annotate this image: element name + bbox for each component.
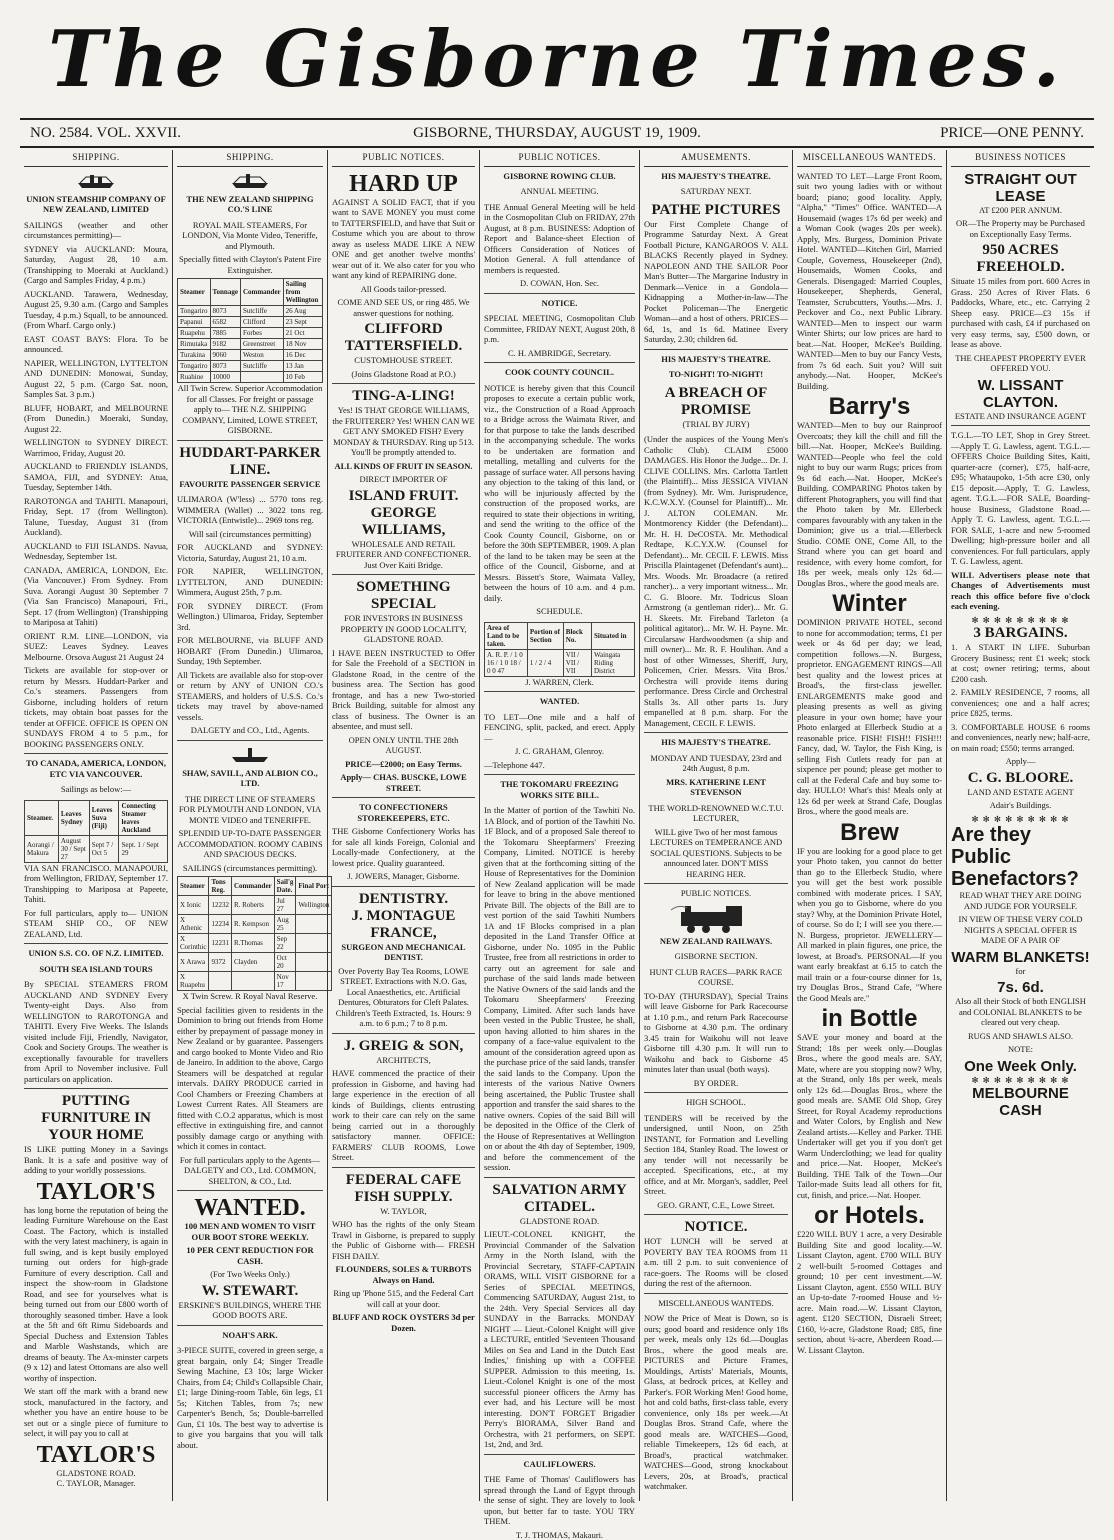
table-cell: 12234 — [209, 915, 232, 934]
table-row — [178, 915, 332, 934]
confectioners-body: THE Gisborne Confectionery Works has for sale all kinds Foreign, Colonial and Locally-made Confectionery, at the lowest price. Quality guaranteed. — [332, 826, 475, 868]
table-cell — [209, 972, 232, 991]
dentistry: DENTISTRY. — [332, 891, 475, 908]
huddart-title: HUDDART-PARKER LINE. — [177, 445, 323, 479]
breach: A BREACH OF PROMISE — [644, 385, 788, 419]
table-cell: Rimutaka — [178, 339, 211, 350]
table-cell: Sept 7 / Oct 5 — [89, 835, 119, 862]
fleet: ULIMAROA (W'less) ... 5770 tons reg. WIMMERA (Wallet) ... 3022 tons reg. VICTORIA (Entwistle)... 2969 tons reg. — [177, 494, 323, 526]
hunt-body: TO-DAY (THURSDAY), Special Trains will leave Gisborne for Park Racecourse at 1.10 p.m., and return Park Racecourse to Gisborne at 4.30 p.m. The ordinary 3.45 train for Waikohu will not leave Gisborne till 4.30 p.m. It will run to Waikohu and back to Gisborne 45 minutes later than usual (both ways). — [644, 991, 788, 1075]
table-cell: Weston — [240, 350, 283, 361]
shaw-title: SHAW, SAVILL, AND ALBION CO., LTD. — [177, 768, 323, 789]
orient: ORIENT R.M. LINE—LONDON, via SUEZ: Leaves Sydney. Leaves Melbourne. Orsova August 21 August 24 — [24, 631, 168, 663]
union-ss-title: UNION S.S. CO. OF N.Z. LIMITED. — [24, 948, 168, 959]
rugs: RUGS AND SHAWLS ALSO. — [951, 1031, 1090, 1042]
column-heading: PUBLIC NOTICES. — [332, 150, 475, 167]
table-cell: Clifford — [240, 317, 283, 328]
table-cell: 8073 — [210, 361, 240, 372]
table-cell: Sutcliffe — [240, 361, 283, 372]
table-cell: R. Roberts — [231, 896, 274, 915]
noahs-heading: NOAH'S ARK. — [177, 1330, 323, 1341]
federal-body: WHO has the rights of the only Steam Trawl in Gisborne, is prepared to supply the Public of Gisborne with— FRESH FISH DAILY. — [332, 1219, 475, 1261]
rowing-body: THE Annual General Meeting will be held in the Cosmopolitan Club on FRIDAY, 27th August, at 8 p.m. BUSINESS: Adoption of Report and Balance-sheet Election of Officers Consideration of Notices of Motion General. A full attendance of members is requested. — [484, 202, 635, 276]
flounders: FLOUNDERS, SOLES & TURBOTS Always on Hand. — [332, 1264, 475, 1285]
price: PRICE—£2000; on Easy Terms. — [332, 759, 475, 770]
steamship-icon — [76, 171, 116, 189]
table-cell: Oct 20 — [274, 953, 296, 972]
table-cell: Waingata Riding District — [592, 649, 635, 676]
or-hotels: or Hotels. — [797, 1203, 942, 1229]
thomas: T. J. THOMAS, Makauri. — [484, 1530, 635, 1540]
union-note: SAILINGS (weather and other circumstances permitting)— — [24, 220, 168, 241]
full-particulars: For full particulars, apply to— UNION STEAM SHIP CO., OF NEW ZEALAND, Ltd. — [24, 908, 168, 940]
column-amusements — [639, 150, 792, 1501]
warm-blankets: WARM BLANKETS! — [951, 949, 1090, 966]
table-cell: Greenstreet — [240, 339, 283, 350]
table-row — [178, 361, 323, 372]
dalgety: DALGETY and CO., Ltd., Agents. — [177, 725, 323, 736]
something-body: I HAVE BEEN INSTRUCTED to Offer for Sale the Freehold of a SECTION in Gladstone Road, in the centre of the business area. The Section has good frontage, and has a new Two-storied Brick Building, suitable for almost any class of business. The Owner is an absentee, and must sell. — [332, 648, 475, 732]
breach-sub: (TRIAL BY JURY) — [644, 419, 788, 430]
price: PRICE—ONE PENNY. — [940, 120, 1084, 146]
table-cell: X Ionic — [178, 896, 209, 915]
notice-heading: NOTICE. — [644, 1219, 788, 1236]
table-cell: X Athenic — [178, 915, 209, 934]
cheapest: THE CHEAPEST PROPERTY EVER OFFERED YOU. — [951, 353, 1090, 374]
column-heading: PUBLIC NOTICES. — [484, 150, 635, 167]
column-heading: SHIPPING. — [177, 150, 323, 167]
canada: CANADA, AMERICA, LONDON, Etc. (Via Vancouver.) From Sydney. From Suva. Aorangi August 30 September 7 (Via San Francisco) Manapouri, Fri., Sept. 17 (from Wellington) (Transhipping to Mariposa at Tahiti) — [24, 565, 168, 628]
column-shipping-2 — [172, 150, 327, 1501]
column-heading: AMUSEMENTS. — [644, 150, 788, 167]
at-200: AT £200 PER ANNUM. — [951, 205, 1090, 216]
blanket-price: 7s. 6d. — [951, 979, 1090, 996]
table-cell: 12231 — [209, 934, 232, 953]
napier: NAPIER, WELLINGTON, LYTTELTON AND DUNEDIN: Monowai, Sunday, August 22, 5 p.m. (Cargo Sat. noon, Samples Sat. 3 p.m.) — [24, 358, 168, 400]
tokomaru-title: THE TOKOMARU FREEZING WORKS SITE BILL. — [484, 779, 635, 800]
misc-body: NOW the Price of Meat is Down, so is ours; good board and residence only 18s per week, meals only 12s 6d.—Douglas Bros., where the good meals are. PICTURES and Picture Frames, Mouldings, Artists' Materials, Mounts, Glass, at bedrock prices, at Kelley and Parker's. FOR Working Men! Good home, hot and cold baths, first-class table, every convenience, only 18s per week.—At Douglas Bros. Strand Cafe, where the good meals are. WATCHES—Good, reliable Timekeepers, 12s 6d each, at Broad's, practical watchmaker. WATCHES—Good, strong knockabout Levers, 20s, at Broad's, practical watchmaker. — [644, 1313, 788, 1492]
bluff-oysters: BLUFF AND ROCK OYSTERS 3d per Dozen. — [332, 1312, 475, 1333]
in-bottle: in Bottle — [797, 1006, 942, 1032]
come-see: COME AND SEE US, or ring 485. We answer questions for nothing. — [332, 297, 475, 318]
wanted-body: TO LET—One mile and a half of FENCING, split, packed, and erect. Apply— — [484, 712, 635, 744]
misc-heading: MISCELLANEOUS WANTEDS. — [644, 1298, 788, 1309]
bloore-sub: LAND AND ESTATE AGENT — [951, 787, 1090, 798]
ten-percent: 10 PER CENT REDUCTION FOR CASH. — [177, 1245, 323, 1266]
rarotonga: RAROTONGA and TAHITI. Manapouri, Friday, Sept. 17 (from Wellington). Talune, Tuesday, August 31 (from Auckland). — [24, 496, 168, 538]
apply: Apply— — [951, 756, 1090, 767]
table-row — [178, 372, 323, 383]
george-sub: WHOLESALE AND RETAIL FRUITERER AND CONFECTIONER. Just Over Kaiti Bridge. — [332, 539, 475, 571]
taylors-body-2: We start off the mark with a brand new stock, manufactured in the factory, and whether you have an entire house to be set out or a single piece of furniture to select, it will pay you to call at — [24, 1386, 168, 1439]
column-heading: MISCELLANEOUS WANTEDS. — [797, 150, 942, 167]
table-cell: Turakina — [178, 350, 211, 361]
table-row — [178, 934, 332, 953]
ads-block-6: £220 WILL BUY 1 acre, a very Desirable Building Site and good locality.—W. Lissant Clayton, agent. £700 WILL BUY 2 well-built 5-roomed Cottages and ground; 10 per cent investment.—W. Lissant Clayton, agent. £550 WILL BUY an Up-to-date 7-roomed House and ½-acre. Main road.—W. Lissant Clayton, agent. £120 SECTION, Disraeli Street; £160, ½-acre, Gladstone Road; £85, fine section, about ¼-acre, Aberdeen Road.—W. Lissant Clayton. — [797, 1229, 942, 1355]
all-goods: All Goods tailor-pressed. — [332, 284, 475, 295]
twin-note: X Twin Screw. R Royal Naval Reserve. — [177, 991, 323, 1002]
cowan: D. COWAN, Hon. Sec. — [484, 278, 635, 289]
steamship-icon — [230, 171, 270, 189]
lissant-sub: ESTATE AND INSURANCE AGENT — [951, 411, 1090, 422]
acres: 950 ACRES FREEHOLD. — [951, 242, 1090, 276]
lissant: W. LISSANT CLAYTON. — [951, 377, 1090, 411]
greig-body: HAVE commenced the practice of their profession in Gisborne, and having had large experience in the erection of all kinds of Buildings, clients entrusting work to their care can rely on the same being carried out in a thoroughly satisfactory manner. OFFICE: FARMERS' CLUB ROOMS, Lowe Street. — [332, 1068, 475, 1163]
table-row — [178, 953, 332, 972]
table-cell: 16 Dec — [283, 350, 322, 361]
ring-up: Ring up 'Phone 515, and the Federal Cart will call at your door. — [332, 1288, 475, 1309]
hard-up-body: AGAINST A SOLID FACT, that if you want to SAVE MONEY you must come to TATTERSFIELD, and have that Suit or Costume which you are about to throw away as useless MADE LIKE A NEW ONE and get another twelve months' wear out of it. We also cater for you who want any kind of REPAIRING done. — [332, 197, 475, 281]
bargain-2: 2. FAMILY RESIDENCE, 7 rooms, all conveniences; one and a half acres; price £825, terms. — [951, 687, 1090, 719]
putting-heading: PUTTING FURNITURE IN YOUR HOME — [24, 1093, 168, 1144]
tokomaru-body: In the Matter of portion of the Tawhiti No. 1A Block, and of portion of the Tawhiti No. 1F Block, and of a proposed Sale thereof to the Tokomaru Sheepfarmers' Freezing Company, Limited. NOTICE is hereby given that at the forthcoming sitting of the House of Representatives for the Dominion of New Zealand application will be made for leave to bring in the above mentioned Private Bill. The objects of the Bill are to vest portion of the said Tawhiti Numbers 1A and 1F Blocks comprised in a plan deposited in the Land Transfer Office at Gisborne, under No. 1095 in the Public Trustee, free from all restrictions in order to carry out an agreement for sale and purchase of the said lands made between the Native Owners of the said lands and the Tokomaru Sheepfarmers' Freezing Company, Limited. After such lands have been vested in the Public Trustee, he shall, upon having allotted to him shares in the company of a face-value equivalent to the amount of the consideration agreed upon as the purchase price of the said lands, transfer the said lands to the Company. Upon the interests of the various Native Owners being ascertained, the Public Trustee shall apportion and transfer the said shares to the native owners. Copies of the said Bill will be deposited in the Office of the Clerk of the House of Representatives at Wellington on or about the 4th day of September, 1909, and before the commencement of the session. — [484, 805, 635, 1173]
tonight: TO-NIGHT! TO-NIGHT! — [644, 369, 788, 380]
cauli-body: THE Fame of Thomas' Cauliflowers has spread through the Land of Egypt through the sense of sight. They are lovely to look upon, but better far to taste. YOU TRY THEM. — [484, 1474, 635, 1527]
table-cell: X Ruapehu — [178, 972, 209, 991]
table-cell: VII / VII / VII — [563, 649, 591, 676]
shaw-sailings: SAILINGS (circumstances permitting). — [177, 863, 323, 874]
grant: GEO. GRANT, C.E., Lowe Street. — [644, 1200, 788, 1211]
france-sub: SURGEON AND MECHANICAL DENTIST. — [332, 942, 475, 963]
tickets: Tickets are available for stop-over or return by Messrs. Huddart-Parker and Co.'s steamers. Passengers from Gisborne, including holders of return tickets, may obtain boat passes for the tender at OFFICE. OFFICE IS OPEN ON SUNDAYS FROM 4 to 5 p.m., for BOOKING PASSENGERS ONLY. — [24, 665, 168, 749]
rowing-title: GISBORNE ROWING CLUB. — [484, 171, 635, 182]
table-header: Leaves Suva (Fiji) — [89, 800, 119, 835]
table-row — [178, 328, 323, 339]
will-adv: WILL Advertisers please note that Changes of Advertisements must reach this office before five o'clock each evening. — [951, 570, 1090, 612]
barrys: Barry's — [797, 394, 942, 420]
direct: DIRECT IMPORTER OF — [332, 474, 475, 485]
also: Also all their Stock of both ENGLISH and COLONIAL BLANKETS to be cleared out very cheap. — [951, 996, 1090, 1028]
table-header: Steamer — [178, 279, 211, 306]
table-cell: Sep 22 — [274, 934, 296, 953]
favourite: FAVOURITE PASSENGER SERVICE — [177, 479, 323, 490]
table-row — [178, 339, 323, 350]
table-header: Situated in — [592, 622, 635, 649]
wellington-sydney: WELLINGTON to SYDNEY DIRECT. Warrimoo, Friday, August 20. — [24, 437, 168, 458]
column-shipping-1 — [20, 150, 172, 1501]
stewart: W. STEWART. — [177, 1283, 323, 1300]
salvation-title: SALVATION ARMY CITADEL. — [484, 1182, 635, 1216]
for: for — [951, 966, 1090, 977]
canada-table — [24, 800, 168, 863]
fiji: AUCKLAND to FIJI ISLANDS. Navua, Wednesday, September 1st. — [24, 541, 168, 562]
notice-body: SPECIAL MEETING, Cosmopolitan Club Committee, FRIDAY NEXT, August 20th, 8 p.m. — [484, 313, 635, 345]
taylors-heading: TAYLOR'S — [24, 1179, 168, 1205]
table-cell: Aug 25 — [274, 915, 296, 934]
table-cell: 13 Jan — [283, 361, 322, 372]
table-cell: 9060 — [210, 350, 240, 361]
column-heading: BUSINESS NOTICES — [951, 150, 1090, 167]
open-only: OPEN ONLY UNTIL THE 28th AUGUST. — [332, 735, 475, 756]
straight-lease: STRAIGHT OUT LEASE — [951, 171, 1090, 205]
telephone: —Telephone 447. — [484, 760, 635, 771]
stevenson-body: WILL give Two of her most famous LECTURES on TEMPERANCE AND SOCIAL QUESTIONS. Subjects to be announced later. DON'T MISS HEARING HER. — [644, 827, 788, 880]
federal: FEDERAL CAFE FISH SUPPLY. — [332, 1172, 475, 1206]
ambridge: C. H. AMBRIDGE, Secretary. — [484, 348, 635, 359]
east-coast: EAST COAST BAYS: Flora. To be announced. — [24, 334, 168, 355]
table-cell: Wellington — [296, 896, 332, 915]
column-misc-wanteds — [792, 150, 946, 1501]
by-order: BY ORDER. — [644, 1078, 788, 1089]
something-sub: FOR INVESTORS IN BUSINESS PROPERTY IN GOOD LOCALITY, GLADSTONE ROAD. — [332, 613, 475, 645]
bluff: BLUFF, HOBART, and MELBOURNE (From Dunedin.) Moeraki, Sunday, August 22. — [24, 403, 168, 435]
pathe-body: Our First Complete Change of Programme Saturday Next. A Great Football Picture, KANGAROOS V. ALL BLACKS Recently played in Sydney. NAPOLEON AND THE SAILOR Poor Man's Butter—The Margarine Industry in Denmark—Venice in a Gondola—Kidnapping a Mother-in-law—The Pocket Policeman—The Energetic Woman—and a host of others. PRICES—6d, 1s, and 1s 6d. Matinee Every Saturday, 2.30; children 6d. — [644, 219, 788, 345]
column-heading: SHIPPING. — [24, 150, 168, 167]
table-cell: Sutcliffe — [240, 306, 283, 317]
table-row — [178, 317, 323, 328]
table-row — [178, 972, 332, 991]
table-cell: 10000 — [210, 372, 240, 383]
auck-syd: FOR AUCKLAND and SYDNEY: Victoria, Saturday, August 21, 10 a.m. — [177, 542, 323, 563]
table-cell: 7885 — [210, 328, 240, 339]
adairs: Adair's Buildings. — [951, 800, 1090, 811]
south-sea-title: SOUTH SEA ISLAND TOURS — [24, 964, 168, 975]
napier-etc: FOR NAPIER, WELLINGTON, LYTTELTON, AND DUNEDIN: Wimmera, August 25th, 7 p.m. — [177, 566, 323, 598]
or-purchase: OR—The Property may be Purchased on Exceptionally Easy Terms. — [951, 218, 1090, 239]
taylors-body: has long borne the reputation of being the leading Furniture Warehouse on the East Coast. The Factory, which is installed with the very latest machinery, is again in full swing, and is kept busily employed turning out orders for high-grade Furniture of every description. Call and inspect the show-room in Gladstone Road, and see for yourselves what is being turned out from our £800 worth of thoroughly seasoned timber. Have a look at the 5ft and 6ft Rimu Sideboards and Special Duchess and Extension Tables and Marble Washstands, which are dreams of beauty. The Ax-minster carpets (9 x 12) and latest Ottomans are also well worthy of inspection. — [24, 1205, 168, 1384]
high-school: HIGH SCHOOL. — [644, 1097, 788, 1108]
table-cell: Papanui — [178, 317, 211, 328]
all-tickets: All Tickets are available also for stop-over or return by ANY of UNION CO.'s STEAMERS, and holders of U.S.S. Co.'s tickets may travel by above-named vessels. — [177, 670, 323, 723]
ads-block-5: SAVE your money and board at the Strand; 18s per week only.—Douglas Bros., where the good meals are. SAY, Mate, where are you stopping now? Why, at the Strand, only 18s per week, meals only 12s 6d.—Douglas Bros., where the good meals are. SAME Old Shop, Grey Street, for Royal Academy reproductions and Water Colors, by English and New Zealand artists.—Kelley and Parker. THE Undertaker will get you if you don't get Warm Underclothing; we lead for quality and price.—Nat. Hooper, McKee's Building. THE Talk of the Town—Our Tailor-made Suits lead all others for fit, cut, finish, and price.—Nat. Hooper. — [797, 1032, 942, 1200]
bargains: 3 BARGAINS. — [951, 625, 1090, 642]
nzsc-sub: ROYAL MAIL STEAMERS, For LONDON, Via Monte Video, Teneriffe, and Plymouth. — [177, 220, 323, 252]
table-header: Portion of Section — [527, 622, 563, 649]
table-cell: 26 Aug — [283, 306, 322, 317]
cauliflowers-title: CAULIFLOWERS. — [484, 1459, 635, 1470]
table-cell: Tongariro — [178, 306, 211, 317]
note: NOTE: — [951, 1044, 1090, 1055]
table-cell — [231, 972, 274, 991]
salvation-body: LIEUT.-COLONEL KNIGHT, the Provincial Commander of the Salvation Army in the North Island, with the Provincial Secretary, STAFF-CAPTAIN ORAMS, WILL VISIT GISBORNE for a Series of SPECIAL MEETINGS, Commencing SATURDAY, August 21st, to the 24th. Very Special Services all day SUNDAY in the Barracks. MONDAY NIGHT — Lieut.-Colonel Knight will give a LECTURE, entitled 'Seventeen Thousand Miles on Sea and Land in the Dutch East Indies,' finishing up with a COFFEE SUPPER. Admission to this meeting, 1s. Lieut.-Colonel Knight is one of the most successful pioneer officers the Army has ever had, and his Lecture will be most interesting. DON'T FORGET Brigadier Perry's BIORAMA, Silver Band and Orchestra, with 21 performers, on SEPT. 1st, 2nd, and 3rd. — [484, 1229, 635, 1450]
noahs-body: 3-PIECE SUITE, covered in green serge, a great bargain, only £4; Singer Treadle Sewing Machine, £3 10s; large Wicker Chairs, from £4; Child's Collapsible Chair, £1; large Dining-room Table, 6in legs, £1 5s; Kitchen Tables, from 7s; new Carpenter's Bench, 5s; Double-barrelled Gun, £1 10s. The best way to advertise is to give you bargains that you will talk about. — [177, 1345, 323, 1450]
jowers: J. JOWERS, Manager, Gisborne. — [332, 871, 475, 882]
shaw-body: Special facilities given to residents in the Dominion to bring out friends from Home either by prepayment of passage money in New Zealand or by guarantee. Passengers and cargo booked to Monte Video and Rio de Janeiro. In addition to the above, Cargo Steamers will be despatched at regular intervals. DAIRY PRODUCE carried in Cool Chambers or Freezing Chambers at Lowest Current Rates. All Steamers are fitted with C.O.2 apparatus, which is most effective in extinguishing fire, and cannot possibly damage cargo or anything with which it comes in contact. — [177, 1005, 323, 1152]
annual: ANNUAL MEETING. — [484, 186, 635, 197]
auckland: AUCKLAND. Tarawera, Wednesday, August 25, 9.30 a.m. (Cargo and Samples Tuesday, 4 p.m.) Squall, to be announced. (From Wharf. Cargo only.) — [24, 289, 168, 331]
bloore: C. G. BLOORE. — [951, 770, 1090, 787]
column-public-notices-2 — [479, 150, 639, 1501]
table-cell: X Corinthic — [178, 934, 209, 953]
ting-body: Yes! IS THAT GEORGE WILLIAMS, the FRUITERER? Yes! WHEN CAN WE GET ANY SMOKED FISH? Every MONDAY & THURSDAY. Ring up 513. You'll be promptly attended to. — [332, 405, 475, 458]
table-row — [25, 835, 168, 862]
table-cell: Jul 27 — [274, 896, 296, 915]
cook-body: NOTICE is hereby given that this Council proposes to execute a certain public work, viz., the Construction of a Road Approach to a Bridge across the Waimata River, and for that purpose to take the lands described in the accompanying schedule. The works to be undertaken are formation and metalling, metalling and culverts for the passage of surface water. All persons having any objection to the taking of this land, or who will be injuriously affected by the construction of the proposed works, are required to state their objections in writing, and send the writing to the office of the Cook County Council, Gisborne, on or before the 30th SEPTEMBER, 1909. A plan of the land to be taken may be seen at the office of the Council, Gisborne, and at Messrs. Bissett's Store, Waimata Valley, between the hours of 10 a.m. and 4 p.m. daily. — [484, 383, 635, 604]
nzsc-table — [177, 278, 323, 383]
table-header: Sail'g Date. — [274, 877, 296, 896]
table-row — [178, 306, 323, 317]
tgl-ads: T.G.L.—TO LET, Shop in Grey Street.—Apply T. G. Lawless, agent. T.G.L.—OFFERS Choice Building Sites, Kaiti, quarter-acre (corner), £75, half-acre, £95; Whataupoko, 1-5th acre £30, only £15 deposit.—Apply, T. G. Lawless, agent. T.G.L.—FOR SALE, Boarding-house Business, Gladstone Road.—Apply T. G. Lawless, agent. T.G.L.—FOR SALE, 1-acre and new 5-roomed Dwelling; high-pressure boiler and all conveniences. For full particulars, apply T. G. Lawless, agent. — [951, 430, 1090, 567]
bargain-3: 3. COMFORTABLE HOUSE 6 rooms and conveniences, nearly new; half-acre, on main road; £550; terms arranged. — [951, 722, 1090, 754]
sydney-direct: FOR SYDNEY DIRECT. (From Wellington.) Ulimaroa, Friday, September 3rd. — [177, 601, 323, 633]
taylors-manager: C. TAYLOR, Manager. — [24, 1478, 168, 1489]
hunt: HUNT CLUB RACES—PARK RACE COURSE. — [644, 967, 788, 988]
shaw-table — [177, 876, 332, 991]
table-header: Sailing from Wellington — [283, 279, 322, 306]
table-cell: 1 / 2 / 4 — [527, 649, 563, 676]
erskine: ERSKINE'S BUILDINGS, WHERE THE GOOD BOOTS ARE. — [177, 1300, 323, 1321]
table-header: Commander — [231, 877, 274, 896]
ads-block-4: IF you are looking for a good place to get your Photo taken, you cannot do better than go to the Ellerbeck Studio, where you will get the best work possible combined with moderate prices. I SAY, when you go to Gisborne, where do you stay? Why, at the Dominion Private Hotel, of course. So do I; I will see you there.—N. Burgess, proprietor. JEWELLERY—All marked in plain figures, one price, the lowest, at Broad's. PERSONAL—If you want early breakfast at 6.15 to catch the mail train or a four-course dinner for 1s, try Douglas Bros., Strand Cafe, "Where the Good Meals are." — [797, 846, 942, 1004]
wanted-body: 100 MEN AND WOMEN TO VISIT OUR BOOT STORE WEEKLY. — [177, 1221, 323, 1242]
railways: NEW ZEALAND RAILWAYS. — [644, 936, 788, 947]
table-cell: August 30 / Sept 27 — [58, 835, 89, 862]
apply-chas: Apply— CHAS. BUSCKE, LOWE STREET. — [332, 772, 475, 793]
table-cell: Sept. 1 / Sept 29 — [119, 835, 168, 862]
hard-up: HARD UP — [332, 171, 475, 197]
ting: TING-A-LING! — [332, 388, 475, 405]
table-cell: 10 Feb — [283, 372, 322, 383]
taylors-footer: TAYLOR'S — [24, 1442, 168, 1468]
are-they: Are they Public Benefactors? — [951, 824, 1090, 890]
steamship-icon — [230, 745, 270, 763]
shaw-splendid: SPLENDID UP-TO-DATE PASSENGER ACCOMMODATION. ROOMY CABINS AND SPACIOUS DECKS. — [177, 828, 323, 860]
ads-block-2: WANTED—Men to buy our Rainproof Overcoats; they kill the chill and fill the bill.—Nat. Hooper, McKee's Building. WANTED—People who feel the cold night to buy our warm Rugs; prices from 9s 6d each.—Nat. Hooper, McKee's Building. COMPARING Photos taken by different Photographers, you will find that the Photo taken by Mr. Ellerbeck compares favourably with any taken in the Dominion; give us a trial.—Ellerbeck Studio. COME ONE, Come All, to the Strand where you can get board and residence, with every home comfort, for 18s per week, meals only 12s 6d.—Douglas Bros., where the good meals are. — [797, 420, 942, 588]
column-public-notices-1 — [327, 150, 479, 1501]
table-cell: 18 Nov — [283, 339, 322, 350]
to-canada-title: TO CANADA, AMERICA, LONDON, ETC VIA VANCOUVER. — [24, 758, 168, 779]
breach-body: (Under the auspices of the Young Men's Catholic Club). CLAIM £5000 DAMAGES. His Honor the Judge... Dr. J. CLIVE COLLINS. Mrs. Carlotta Tartlett (the Plaintiff)... Miss JESSICA VIVIAN (from Sydney). Mr. Wm. Jurisprudence, K.C.W.X.Y. (Counsel for Plaintiff)... Mr. J. ALTON COLEMAN. Mr. Montmorency Kidder (the Defendant)... Mr. H. H. DeCOSTA. Mr. Methodical Redtape, K.C.Y.X.W. (Counsel for Defendant)... Mr. CECIL F. LEWIS. Miss Priscilla Plaintagenet (Defendant's aunt)... Mrs. Woods. Mr. Broadacre (a retired rancher)... a very important witness... Mr. C. G. Bloore. Mr. Todricus Sloan Armstrong (a gentleman rider)... Mr. G. H. Skeets. Mr. Fireband Tarleton (a political agitator)... Mr. W. H. Payne. Mr. Circularsaw Hardwoodsmen (a ship and mill owner)... Mr. R. F. Houlihan. And a host of other Witnesses, Sheriff, Jury, Policemen, Crier. Messrs. Vita Bros.' Orchestra will provide items during performance. Dress Circle and Orchestral Stalls 3s. All other parts 1s. Jury empanelled at 8 p.m. sharp. For the Management, CECIL F. LEWIS. — [644, 434, 788, 728]
will-sail: Will sail (circumstances permitting) — [177, 529, 323, 540]
table-cell: 21 Oct — [283, 328, 322, 339]
melbourne: FOR MELBOURNE, via BLUFF AND HOBART (From Dunedin.) Ulimaroa, Sunday, 19th September. — [177, 635, 323, 667]
table-cell: X Arawa — [178, 953, 209, 972]
nzsc-fitted: Specially fitted with Clayton's Patent Fire Extinguisher. — [177, 254, 323, 275]
stevenson-sub: THE WORLD-RENOWNED W.C.T.U. LECTURER, — [644, 803, 788, 824]
dateline — [20, 118, 1094, 148]
bargain-1: 1. A START IN LIFE. Suburban Grocery Business; rent £1 week; stock at cost; owner retiring; terms, about £200 cash. — [951, 642, 1090, 684]
putting-body: IS LIKE putting Money in a Savings Bank. It is a safe and positive way of adding to your worldly possessions. — [24, 1144, 168, 1176]
joins: (Joins Gladstone Road at P.O.) — [332, 369, 475, 380]
wanted-title: WANTED. — [484, 696, 635, 707]
brew: Brew — [797, 820, 942, 846]
taylors-address: GLADSTONE ROAD. — [24, 1468, 168, 1479]
table-cell: Tongariro — [178, 361, 211, 372]
place-date: GISBORNE, THURSDAY, AUGUST 19, 1909. — [20, 120, 1094, 146]
ads-block-3: DOMINION PRIVATE HOTEL, second to none for accommodation; terms, £1 per week or 4s 6d per day; we lead, competition follows.—N. Burgess, proprietor. ENGAGEMENT RINGS—All best quality and the lowest prices at Broad's, the first-class jeweller. ENLARGEMENTS make good and pleasing presents as well as giving pleasure in your own home; have your Photo enlarged at Ellerbeck Studio at a reasonable price. FISH! FISH!! FISH!!! Fancy, dad, W. Taylor, the Fish King, is selling Fish Cutlets ready for pan at sixpence per pound; please get mother to call at the Federal Cafe and buy some to-day. HULLO! What's this! Meals only at 12s 6d per week at Strand Cafe, Douglas Bros., where the good meals are. — [797, 617, 942, 817]
confectioners: TO CONFECTIONERS STOREKEEPERS, ETC. — [332, 802, 475, 823]
table-header: Tonnage — [210, 279, 240, 306]
notice-body: HOT LUNCH will be served at POVERTY BAY TEA ROOMS from 11 a.m. till 2 p.m. to suit convenience of race-goers. The Rooms will be closed during the rest of the afternoon. — [644, 1236, 788, 1289]
gladstone: GLADSTONE ROAD. — [484, 1216, 635, 1227]
customhouse: CUSTOMHOUSE STREET. — [332, 355, 475, 366]
table-header: Steamer. — [25, 800, 59, 835]
george: GEORGE WILLIAMS, — [332, 505, 475, 539]
table-cell: 6582 — [210, 317, 240, 328]
high-body: TENDERS will be received by the undersigned, until Noon, on 25th INSTANT, for Formation and Levelling Section 184, Stanley Road. The lowest or any tender will not necessarily be accepted. Specifications, etc., at my office, and at Mr. Morgan's, saddler, Peel Street. — [644, 1113, 788, 1197]
winter: Winter — [797, 591, 942, 617]
two-weeks: (For Two Weeks Only.) — [177, 1269, 323, 1280]
shaw-agents: For full particulars apply to the Agents— DALGETY and CO., Ltd. COMMON, SHELTON, & CO., Ltd. — [177, 1155, 323, 1187]
table-cell: Aorangi / Makura — [25, 835, 59, 862]
table-cell: Nov 17 — [274, 972, 296, 991]
table-cell: Ruahine — [178, 372, 211, 383]
warren: J. WARREN, Clerk. — [484, 677, 635, 688]
wanted-heading: WANTED. — [177, 1195, 323, 1221]
sat-next: SATURDAY NEXT. — [644, 186, 788, 197]
table-header: Connecting Steamer leaves Auckland — [119, 800, 168, 835]
table-cell: 9372 — [209, 953, 232, 972]
south-sea-body: By SPECIAL STEAMERS FROM AUCKLAND AND SYDNEY Every Twenty-eight Days. Also from WELLINGTON to RAROTONGA and TAHITI. Every Five Weeks. The Islands visited include Fiji, Friendly, Navigator, Cook and Society Groups. The weather is exceptionally favourable for travellers from April to November inclusive. Full particulars on application. — [24, 979, 168, 1084]
sydney-auckland: SYDNEY via AUCKLAND: Moura, Saturday, August 28, 10 a.m. (Transhipping to Moeraki at Auckland.) (Cargo and Samples Friday, 4 p.m.) — [24, 244, 168, 286]
notice-title: NOTICE. — [484, 298, 635, 309]
theatre-3: HIS MAJESTY'S THEATRE. — [644, 737, 788, 748]
stevenson: MRS. KATHERINE LENT STEVENSON — [644, 777, 788, 798]
acres-body: Situate 15 miles from port. 600 Acres in Grass. 250 Acres of River Flats. 6 Paddocks, Whare, etc., etc. Carrying 2 Sheep easy. PRICE—£3 15s if purchased with cash, £4 if purchased on very easy terms, say, £500 down, or lease as above. — [951, 276, 1090, 350]
twin-screw: All Twin Screw. Superior Accommodation for all Classes. For freight or passage apply to— THE N.Z. SHIPPING COMPANY, Limited, LOWE STREET, GISBORNE. — [177, 383, 323, 436]
table-cell: 8073 — [210, 306, 240, 317]
public-notices: PUBLIC NOTICES. — [644, 888, 788, 899]
in-view: IN VIEW OF THESE VERY COLD NIGHTS A SPECIAL OFFER IS MADE OF A PAIR OF — [951, 914, 1090, 946]
table-row — [485, 649, 635, 676]
table-header: Block No. — [563, 622, 591, 649]
gisborne-section: GISBORNE SECTION. — [644, 951, 788, 962]
table-header: Tons Reg. — [209, 877, 232, 896]
issue-number: NO. 2584. VOL. XXVII. — [30, 120, 181, 146]
france: J. MONTAGUE FRANCE, — [332, 908, 475, 942]
pathe: PATHE PICTURES — [644, 202, 788, 219]
france-body: Over Poverty Bay Tea Rooms, LOWE STREET. Extractions with N.O. Gas, Local Anaesthetics, etc. Artificial Dentures, Obturators for Cleft Palates. Children's Teeth Extracted, 1s. Hours: 9 a.m. to 6 p.m.; 7 to 8 p.m. — [332, 966, 475, 1029]
table-cell: A. R. P. / 1 0 16 / 1 0 18 / 0 0 47 — [485, 649, 528, 676]
greig: J. GREIG & SON, — [332, 1038, 475, 1055]
island-fruit: ISLAND FRUIT. — [332, 488, 475, 505]
table-cell: Ruapehu — [178, 328, 211, 339]
table-header: Area of Land to be taken. — [485, 622, 528, 649]
masthead-title: The Gisborne Times. — [20, 12, 1094, 108]
sailings-below: Sailings as below:— — [24, 784, 168, 795]
union-title: UNION STEAMSHIP COMPANY OF NEW ZEALAND, LIMITED — [24, 194, 168, 215]
mon-tue: MONDAY AND TUESDAY, 23rd and 24th August, 8 p.m. — [644, 753, 788, 774]
read: READ WHAT THEY ARE DOING AND JUDGE FOR YOURSELF. — [951, 890, 1090, 911]
table-cell: Forbes — [240, 328, 283, 339]
table-cell: 23 Sept — [283, 317, 322, 328]
table-header: Commander — [240, 279, 283, 306]
locomotive-icon — [671, 904, 761, 934]
greig-sub: ARCHITECTS, — [332, 1055, 475, 1066]
table-header: Leaves Sydney — [58, 800, 89, 835]
all-kinds: ALL KINDS OF FRUIT IN SEASON. — [332, 461, 475, 472]
melbourne-cash: MELBOURNE CASH — [951, 1085, 1090, 1119]
table-cell: 12232 — [209, 896, 232, 915]
table-cell: Clayden — [231, 953, 274, 972]
taylor-w: W. TAYLOR, — [332, 1206, 475, 1217]
one-week: One Week Only. — [951, 1058, 1090, 1075]
table-cell: R.Thomas — [231, 934, 274, 953]
table-cell: 9182 — [210, 339, 240, 350]
nzsc-title: THE NEW ZEALAND SHIPPING CO.'S LINE — [177, 194, 323, 215]
theatre-1: HIS MAJESTY'S THEATRE. — [644, 171, 788, 182]
something: SOMETHING SPECIAL — [332, 579, 475, 613]
via-sf: VIA SAN FRANCISCO. MANAPOURI, from Wellington, FRIDAY, September 17. Transhipping to Mariposa at Papeete, Tahiti. — [24, 863, 168, 905]
schedule-table — [484, 622, 635, 677]
table-cell — [240, 372, 283, 383]
ads-block-1: WANTED TO LET—Large Front Room, suit two young ladies with or without board; piano; good locality. Apply, "Alpha," "Times" Office. WANTED—A Housemaid (wages 17s 6d per week) and a Woman Cook (wages 20s per week). Apply, Mrs. Burgess, Dominion Private Hotel. WANTED—Kitchen Girl, Married Couple, Governess, Housekeeper (2nd), Housemaids, Women Cooks, and Generals. Disengaged: Married Couples, Housekeeper, Shepherds, General, Teamster, Scrubcutters, Youths.—Mrs. J. Peckover and Co., next Public Library. WANTED—Men to inspect our warm Winter Shirts; our low prices are hard to beat.—Nat. Hooper, McKee's Building. WANTED—Men to buy our Fancy Vests, from 7s 6d each. Suit you? Will suit anybody.—Nat. Hooper, McKee's Building. — [797, 171, 942, 392]
table-row — [178, 350, 323, 361]
shaw-direct: THE DIRECT LINE OF STEAMERS FOR PLYMOUTH AND LONDON, VIA MONTE VIDEO and TENERIFFE. — [177, 794, 323, 826]
table-cell: R. Kempson — [231, 915, 274, 934]
clifford: CLIFFORD TATTERSFIELD. — [332, 321, 475, 355]
column-business-notices: BUSINESS NOTICES STRAIGHT OUT LEASE AT £200 PER ANNUM. OR—The Property may be Purchased on Exceptionally Easy Terms. 950 ACRES FREEHOLD. Situate 15 miles from port. 600 Acres in Grass. 250 Acres of River Flats. 6 Paddocks, Whare, etc., etc. Carrying 2 Sheep easy. PRICE—£3 15s if purchased with cash, £4 if purchased on very easy terms, say, £500 down, or lease as above. THE CHEAPEST PROPERTY EVER OFFERED YOU. W. LISSANT CLAYTON. ESTATE AND INSURANCE AGENT T.G.L.—TO LET, Shop in Grey Street.—Apply T. G. Lawless, agent. T.G.L.—OFFERS Choice Building Sites, Kaiti, quarter-acre (corner), £75, half-acre, £95; Whataupoko, 1-5th acre £30, only £15 deposit.—Apply, T. G. Lawless, agent. T.G.L.—FOR SALE, Boarding-house Business, Gladstone Road.—Apply T. G. Lawless, agent. T.G.L.—FOR SALE, 1-acre and new 5-roomed Dwelling; high-pressure boiler and all conveniences. For full particulars, apply T. G. Lawless, agent. WILL Advertisers please note that Changes of Advertisements must reach this office before five o'clock each evening. ✻ ✻ ✻ ✻ ✻ ✻ ✻ ✻ ✻ 3 BARGAINS. 1. A START IN LIFE. Suburban Grocery Business; rent £1 week; stock at cost; owner retiring; terms, about £200 cash. 2. FAMILY RESIDENCE, 7 rooms, all conveniences; one and a half acres; price £825, terms. 3. COMFORTABLE HOUSE 6 rooms and conveniences, nearly new; half-acre, on main road; £550; terms arranged. Apply— C. G. BLOORE. LAND AND ESTATE AGENT Adair's Buildings. ✻ ✻ ✻ ✻ ✻ ✻ ✻ ✻ ✻ Are they Public Benefactors? READ WHAT THEY ARE DOING AND JUDGE FOR YOURSELF. IN VIEW OF THESE VERY COLD NIGHTS A SPECIAL OFFER IS MADE OF A PAIR OF WARM BLANKETS! for 7s. 6d. Also all their Stock of both ENGLISH and COLONIAL BLANKETS to be cleared out very cheap. RUGS AND SHAWLS ALSO. NOTE: One Week Only. ✻ ✻ ✻ ✻ ✻ ✻ ✻ ✻ ✻ MELBOURNE CASH — [946, 150, 1094, 1501]
table-header: Steamer — [178, 877, 209, 896]
theatre-2: HIS MAJESTY'S THEATRE. — [644, 354, 788, 365]
graham: J. C. GRAHAM, Glenroy. — [484, 746, 635, 757]
table-row — [178, 896, 332, 915]
schedule: SCHEDULE. — [484, 606, 635, 617]
table-header: Final Port — [296, 877, 332, 896]
friendly-islands: AUCKLAND to FRIENDLY ISLANDS, SAMOA, FIJI, and SYDNEY: Atua, Tuesday, September 14th. — [24, 461, 168, 493]
cook-county: COOK COUNTY COUNCIL. — [484, 367, 635, 378]
